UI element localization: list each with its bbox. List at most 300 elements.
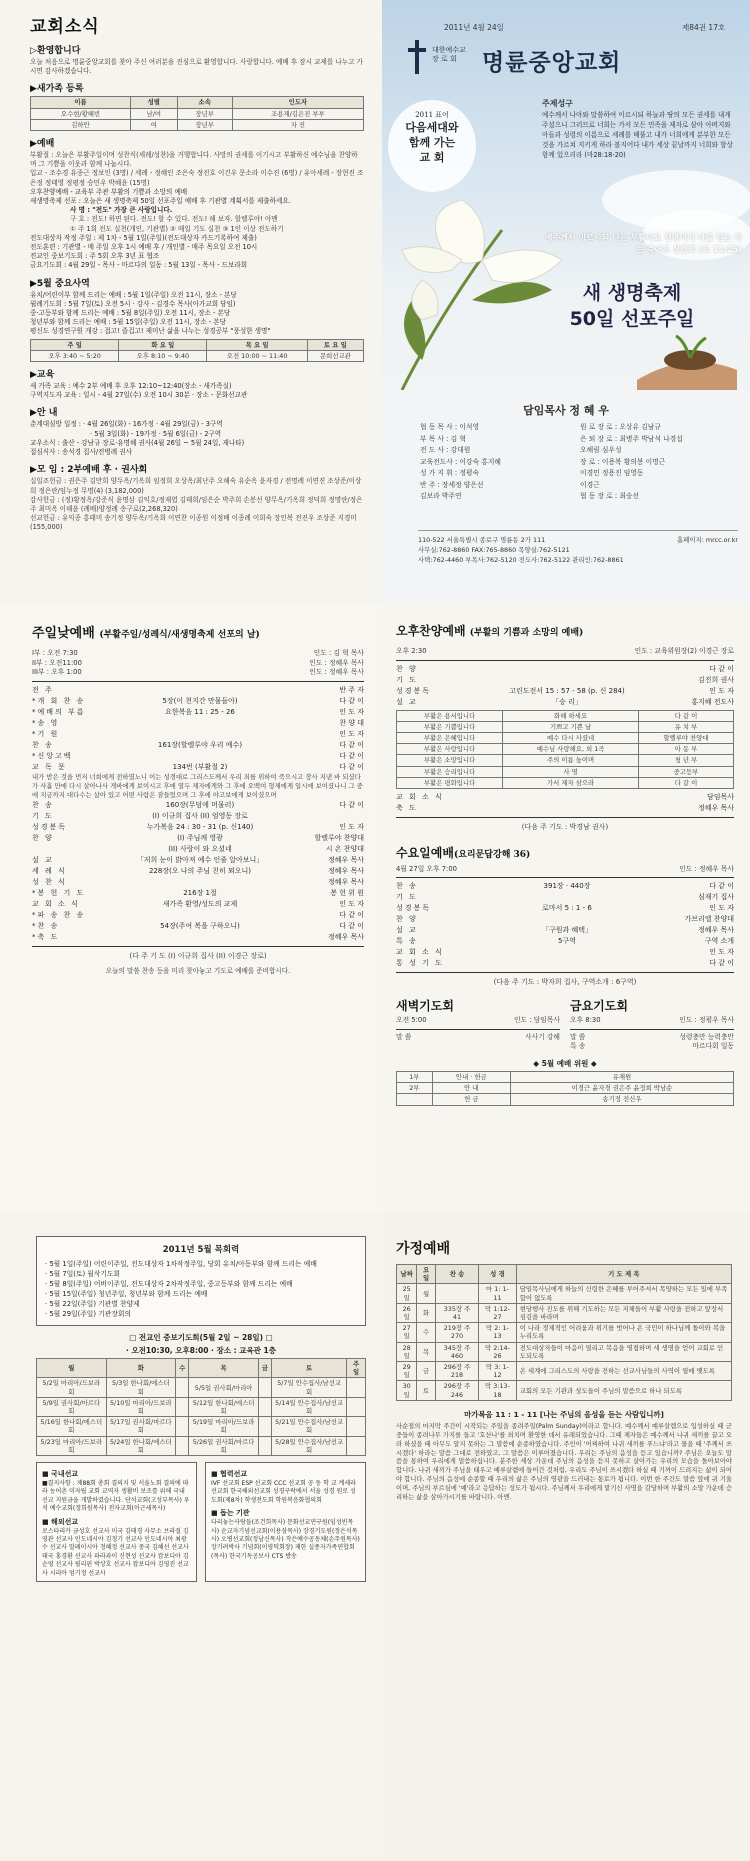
list-item: 유치/어린이부 함께 드리는 예배 : 5월 1일(주일) 오전 11시, 장소 - 본당 (30, 290, 237, 299)
order-content: 「구원과 혜택」 (541, 926, 593, 935)
staff-cell: 협 동 장 로 : 최숭선 (580, 492, 640, 500)
list-item: · 5월 15일(주일) 청년주일, 청년부와 함께 드리는 예배 (45, 1290, 208, 1298)
newcomer-cell: 오수현/황혜빈 (31, 108, 131, 119)
phone-line: 사무실:762-8860 FAX:765-8860 목양실:762-5121 (418, 546, 570, 554)
newcomer-cell: 자 진 (232, 119, 363, 130)
class-table (30, 339, 364, 362)
list-item: · 5월 3일(화) - 19가정 · 5월 6일(금) - 2구역 (90, 429, 222, 438)
homepage: 홈페이지: mrcc.or.kr (677, 536, 738, 544)
order-person: 다 같 이 (339, 910, 364, 919)
order-label: 찬 송 (32, 800, 54, 809)
calendar-cell: 5/7일 안수집사/남선교회 (272, 1378, 347, 1397)
staff-cell: 교육전도사 : 이강숙 홍지혜 (420, 457, 501, 466)
class-cell: 문희선교관 (307, 350, 363, 361)
newcomer-cell: 장년부 (177, 108, 232, 119)
order-row (396, 686, 734, 697)
home-cell: 화 (417, 1303, 435, 1322)
friday-title: 금요기도회 (570, 999, 628, 1014)
calendar-cell (347, 1397, 366, 1416)
order-row (32, 833, 364, 844)
divider (396, 660, 734, 661)
table-row (397, 1323, 732, 1342)
order-person: 다 같 이 (339, 762, 364, 771)
home-cell: 전도대상자들이 마음이 열리고 복음을 영접하며 새 생명을 얻어 교회로 인도되도록 (516, 1342, 731, 1361)
home-cell: 29일 (397, 1362, 417, 1381)
order-person: 다 같 이 (339, 696, 364, 705)
cover-panel (382, 0, 750, 604)
new-life-text: 새생명축제 선포 : 오늘은 새 생명축제 50일 선포주일 예배 후 기관별 계획서를 제출하세요. (30, 197, 291, 206)
calendar-cell: 5/10일 마리아/드보라회 (106, 1397, 176, 1416)
friday-word-value: 성령충만 능력충만 (679, 1032, 734, 1041)
events-heading: ▶5월 중요사역 (30, 278, 90, 289)
order-row (32, 822, 364, 833)
home-cell: 막 3: 1-12 (479, 1362, 517, 1381)
home-cell: 28일 (397, 1342, 417, 1361)
ministry-calendar (36, 1236, 366, 1326)
overseas-heading: ■ 해외선교 (42, 1517, 79, 1526)
rules-text: ① 주 1회 전도 실천(개인, 기관별) ② 매일 기도 실천 ③ 1인 이상 전도하기 (70, 224, 284, 233)
staff-cell: 이경민 정용진 임영동 (580, 469, 644, 477)
confession-text: 내가 받은 것을 먼저 너희에게 전하였노니 이는 성경대로 그리스도께서 우리 죄를 위하여 죽으시고 장사 지낸 바 되셨다가 사흘 만에 다시 살아나사 게바에게 보이시고 후에 열두 제자에게와 그 후에 오백여 형제에게 일시에 보이셨나니 그 중에 지금까지 대다수는 살아 있고 어떤 사람은 잠들었으며 그 후에 야고보에게 보이셨으며 (32, 772, 363, 799)
order-row (32, 729, 364, 740)
praise-cell: 다 같 이 (639, 710, 734, 721)
table-row (397, 721, 734, 732)
divider (396, 877, 734, 878)
praise-cell: 화해 하세요 (503, 710, 639, 721)
table-row (397, 1303, 732, 1322)
calendar-cell: 5/23일 마리아/드보라회 (37, 1436, 107, 1455)
calendar-cell: 5/9일 권사회/마르다회 (37, 1397, 107, 1416)
order-row (32, 811, 364, 822)
evening-subtitle: (부활의 기쁨과 소망의 예배) (469, 628, 584, 638)
service-leader: 인도 : 정혜우 목사 (309, 658, 364, 667)
evening-next-prayer: (다음 주 기도 : 박경남 권사) (521, 822, 609, 831)
order-person: 다 같 이 (709, 882, 734, 891)
order-content (96, 751, 304, 762)
newcomer-table (30, 96, 364, 131)
staff-cell: 은 퇴 장 로 : 최병주 박남석 나경섭 (580, 434, 683, 443)
order-row (396, 958, 734, 969)
list-item: 청년부와 함께 드리는 예배 : 5월 15일(주일) 오전 11시, 장소 - 본당 (30, 318, 227, 327)
table-row (397, 744, 734, 755)
mission-offering-text: 선교헌금 : 유익종 홍태미 송기정 양두옥/기옥희 이연찬 이종원 이정배 이종례 이희숙 장인복 전진우 조상준 지경미 (155,000) (30, 514, 357, 532)
praise-cell: 기쁘고 기쁜 날 (503, 721, 639, 732)
overseas-text: 로스타리카 금성호 선교사 미국 김태경 사무소 브라질 김영관 선교사 인도네시아 김정기 선교사 인도네시아 최광수 선교사 말레이시아 정혜정 선교사 중국 김혜선 선교사 태국 홍경환 선교사 파라과이 신현성 선교사 캄보디아 김순영 선교사 필리핀 박상호 선교사 캄보디아 김영진 선교사 시리아 엄기정 선교사 (42, 1527, 189, 1577)
evening-leader: 인도 : 교육위원장(2) 이경근 장로 (634, 647, 734, 655)
table-row (397, 1284, 732, 1303)
home-cell (435, 1284, 478, 1303)
order-content: (II) 사랑이 와 오셨네 (168, 844, 232, 853)
praise-cell: 사 명 (503, 766, 639, 777)
order-person: 심재기 집사 (697, 893, 734, 902)
service-row (32, 668, 364, 678)
home-cell: 막 1:12-27 (479, 1303, 517, 1322)
usher-cell: 안내 · 헌금 (432, 1071, 510, 1082)
calendar-cell: 5/12일 한나회/에스더회 (189, 1397, 259, 1416)
dawn-head (396, 1016, 560, 1026)
dawn-time: 오전 5:00 (396, 1016, 427, 1025)
order-label: *송 영 (32, 718, 60, 727)
order-person: 인 도 자 (709, 686, 734, 695)
hands-sprout-icon (632, 330, 742, 390)
list-item (420, 480, 740, 492)
order-content: 5구역 (558, 937, 576, 946)
order-label: 설 교 (32, 855, 54, 864)
home-cell: 월 (417, 1284, 435, 1303)
order-content (96, 685, 304, 696)
calendar-cell: 5/3일 한나회/에스더회 (106, 1378, 176, 1397)
address-block (418, 530, 738, 565)
order-content: 5장(이 천지간 만물들아) (162, 696, 238, 705)
table-row (397, 1083, 734, 1094)
calendar-day-header: 목 (189, 1359, 259, 1378)
home-cell: 30일 (397, 1381, 417, 1400)
class-cell: 오후 3:40 ~ 5:20 (31, 350, 119, 361)
calendar-cell: 5/14일 안수집사/남선교회 (272, 1397, 347, 1416)
order-person: 다 같 이 (339, 800, 364, 809)
calendar-cell: 5/26일 권사회/마르다회 (189, 1436, 259, 1455)
order-content (460, 958, 674, 969)
praise-table (396, 710, 734, 789)
wednesday-subtitle: (요리문답강해 36) (453, 849, 531, 860)
calendar-cell (176, 1378, 189, 1397)
order-label (32, 844, 96, 855)
calendar-cell: 5/17일 권사회/마르다회 (106, 1417, 176, 1436)
home-worship-panel (382, 1212, 750, 1861)
wednesday-title-text: 수요일예배 (396, 845, 454, 860)
list-item: · 5월 8일(주일) 어버이주일, 전도대상자 2차작정주일, 중고등부와 함께 드리는 예배 (45, 1280, 293, 1288)
staff-cell: 이경근 (580, 480, 600, 489)
friday-special-value: 마르다회 일동 (692, 1042, 734, 1051)
column-text: 사순절의 마지막 주간이 시작되는 주일을 종려주일(Palm Sunday)이라고 합니다. 예수께서 예루살렘으로 입성하실 때 군중들이 종려나무 가지를 들고 '호산나'를 외치며 환영한 데서 유래되었습니다. 그때 제자들은 예수께서 나귀 새끼를 끌고 오라 하셨을 때 아무도 알지 못하는 그 말씀에 순종하였습니다. 주인이 '어찌하여 나귀 새끼를 푸느냐'라고 물을 때 '주께서 쓰시겠다' 하라는 말씀 그대로 전하였고, 그 말씀은 이루어졌습니다. 우리는 주님의 음성을 듣고 있습니까? 주님은 오늘도 말씀을 통하여 우리에게 말씀하십니다. 분주한 세상 가운데 주님의 음성을 듣지 못하고 살아가는 우리의 모습을 돌아보아야 합니다. 나귀 새끼가 주님을 태우고 예루살렘에 들어간 것처럼, 우리도 주님이 쓰시겠다 하실 때 기꺼이 드려지는 삶이 되어야 합니다. 주님의 음성에 순종할 때 우리의 삶은 주님의 영광을 드러내는 통로가 됩니다. 이번 한 주간도 말씀 앞에 귀 기울이며, 주님의 부르심에 '예'라고 응답하는 성도가 됩시다. 주님께서 우리에게 맡기신 사명을 감당하며 부활의 소망 가운데 승리하는 삶을 살아가시기를 바랍니다. 아멘. (396, 1422, 732, 1502)
mission-left (36, 1462, 197, 1582)
order-row (396, 914, 734, 925)
calendar-cell (258, 1436, 271, 1455)
praise-cell: 부활은 기쁨입니다 (397, 721, 503, 732)
notice-heading: ▶안 내 (30, 408, 58, 419)
home-cell: 목 (417, 1342, 435, 1361)
order-row (32, 751, 364, 762)
prayer-meetings (396, 991, 734, 1052)
staff-cell: 부 목 사 : 김 혁 (420, 434, 466, 443)
order-label: 축 도 (396, 803, 418, 812)
service-leader: 인도 : 김 혁 목사 (313, 649, 364, 657)
order-content: 요한복음 11 : 25 - 26 (165, 707, 235, 716)
newcomer-col-gender: 성별 (131, 97, 178, 108)
table-row (397, 777, 734, 788)
newcomer-cell: 장년부 (177, 119, 232, 130)
dawn-word (396, 1033, 560, 1043)
mission-boxes (36, 1462, 366, 1582)
staff-cell: 장 로 : 이용복 황의봉 이명근 (580, 457, 666, 466)
order-label: 찬 송 (396, 882, 418, 891)
org-heading: ■ 돕는 기관 (211, 1509, 250, 1518)
order-row (32, 855, 364, 866)
order-label: 성경봉독 (396, 904, 432, 913)
festival-title (532, 280, 732, 332)
order-person: 봉 헌 위 원 (330, 888, 364, 897)
order-person: 정혜우 목사 (697, 926, 734, 935)
order-person: 다 같 이 (339, 751, 364, 760)
order-content: (I) 주님께 영광 (177, 833, 223, 842)
order-label: 찬 양 (396, 915, 418, 924)
order-label: *예배의 부름 (32, 707, 86, 716)
domestic-text: ■결지사항 : 제88회 총회 결의지 및 서울노회 결의에 따라 농어촌 미자립 교회 교역자 생활비 보조를 위해 국내 선교 지원금을 개발하였습니다. 단석교회(고성부목사) 우석 예수교회(정희원목사) 전자교회(이근세목사) (42, 1480, 190, 1513)
order-label: 성 찬 식 (32, 877, 67, 886)
friday-special (570, 1042, 734, 1052)
order-person: 정혜우 목사 (327, 932, 364, 941)
order-label: 찬 양 (32, 833, 54, 842)
worship-heading: ▶예배 (30, 139, 55, 150)
issue-number: 제84권 17호 (682, 23, 726, 32)
order-content (460, 892, 674, 903)
denomination: 대한예수교 장 로 회 (432, 46, 466, 63)
order-content: (I) 이규희 집사 (II) 엄영동 장로 (152, 811, 248, 820)
praise-cell: 부활은 평화입니다 (397, 777, 503, 788)
wednesday-time: 4월 27일 오후 7:00 (396, 864, 457, 873)
table-row (37, 1397, 366, 1416)
table-row (397, 1071, 734, 1082)
order-label: 설 교 (396, 926, 418, 935)
intercession-calendar (36, 1358, 366, 1456)
service-time: II부 : 오전11:00 (32, 658, 82, 667)
sunday-order-list (32, 685, 364, 773)
table-row (31, 108, 364, 119)
motto-line: 교 회 (419, 151, 445, 164)
praise-cell: 부활은 은혜입니다 (397, 732, 503, 743)
order-person: 인 도 자 (339, 729, 364, 738)
friday-word-label: 말 씀 (570, 1032, 586, 1041)
newcomer-cell: 여 (131, 119, 178, 130)
list-item: · 5월 1일(주일) 어린이주일, 전도대상자 1차작정주일, 당회 유치/아동부와 함께 드리는 예배 (45, 1260, 317, 1268)
praise-cell: 가서 제자 삼으라 (503, 777, 639, 788)
calendar-cell (347, 1378, 366, 1397)
senior-pastor: 담임목사 정 혜 우 (523, 404, 609, 417)
praise-cell: 부활은 승리입니다 (397, 766, 503, 777)
praise-cell: 청 년 부 (639, 755, 734, 766)
thanks-text: 감사헌금 : (정)황정옥/강준식 윤명삼 김익호/정재엽 김태희/임은순 박주희 손봉선 양무옥/기옥희 정덕희 정명란/정은주 최미옥 이해윤 (례배)양정례 송구로(2,268,320) (30, 495, 363, 513)
list-item (420, 491, 740, 503)
praise-cell: 예수님 사랑해요, 외 1곡 (503, 744, 639, 755)
calendar-header (37, 1359, 366, 1378)
church-name: 명륜중앙교회 (482, 49, 622, 76)
home-cell: 335장 주 41 (435, 1303, 478, 1322)
table-row (397, 1362, 732, 1381)
may-calendar-panel (0, 1212, 382, 1861)
home-col-header: 요일 (417, 1265, 435, 1284)
calendar-cell (347, 1417, 366, 1436)
table-row (397, 710, 734, 721)
home-cell: 담임목사님에게 하늘의 신령한 은혜를 부어주셔서 목양하는 모든 일에 부족함이 없도록 (516, 1284, 731, 1303)
may-title: 2011년 5월 목회력 (162, 1245, 240, 1255)
order-content: 새가족 환영/성도의 교제 (162, 899, 238, 908)
evening-time: 오후 2:30 (396, 647, 427, 655)
cross-logo-icon (406, 40, 428, 74)
order-row (396, 792, 734, 803)
calendar-cell: 5/24일 한나회/에스더회 (106, 1436, 176, 1455)
dawn-prayer (396, 991, 560, 1052)
home-cell: 219장 주 270 (435, 1323, 478, 1342)
order-row (396, 936, 734, 947)
order-label: 설 교 (396, 697, 418, 706)
friday-prayer (570, 991, 734, 1052)
praise-cell: 중고등부 (639, 766, 734, 777)
dawn-title: 새벽기도회 (396, 999, 454, 1014)
dawn-word-value: 사사기 강해 (525, 1032, 560, 1041)
order-row (32, 740, 364, 751)
calendar-cell: 5/28일 안수집사/남선교회 (272, 1436, 347, 1455)
dawn-leader: 인도 : 담임목사 (513, 1016, 560, 1025)
order-person: 다 같 이 (709, 959, 734, 968)
order-content (460, 914, 674, 925)
news-title: 교회소식 (30, 17, 100, 37)
calendar-day-header: 주일 (347, 1359, 366, 1378)
table-row (397, 1381, 732, 1400)
order-row (396, 925, 734, 936)
org-text: 다리놓는사람들(조건희목사) 문화선교연구원(임성빈목사) 순교자기념선교회(이용삼목사) 장경기도원(정은석목사) 오병선교회(정남신목사) 작은예수공동체(손주원목사) 장기려박사 기념회(이영덕회장) 재한 실종자가족연합회(목사) 한국기독공보사 CTS 방송 (211, 1519, 360, 1560)
praise-cell: 예수 다시 사셨네 (503, 732, 639, 743)
calendar-cell: 5/16일 한나회/에스더회 (37, 1417, 107, 1436)
divider (32, 681, 364, 682)
order-person: 구역 소개 (704, 937, 734, 946)
calendar-cell (258, 1397, 271, 1416)
staff-cell: 반 주 : 장세정 양은선 (420, 480, 484, 489)
order-person: 인 도 자 (709, 904, 734, 913)
mission-right (205, 1462, 366, 1582)
usher-cell: 2부 (397, 1083, 433, 1094)
table-row (397, 755, 734, 766)
order-person: 인 도 자 (709, 948, 734, 957)
usher-cell: 안 내 (432, 1083, 510, 1094)
list-item: · 5월 7일(토) 월삭기도회 (45, 1270, 121, 1278)
list-item: 춘계대심방 일정 : · 4월 26일(화) - 16가정 · 4월 29일(금) - 3구역 (30, 420, 223, 429)
evening-worship-panel (382, 604, 750, 1212)
home-col-header: 기 도 제 목 (516, 1265, 731, 1284)
order-person: 정혜우 목사 (327, 866, 364, 875)
order-content (460, 792, 674, 803)
list-item: 평신도 성경연구원 개강 : 접고! 즐겁고! 재미난 삶을 나누는 성경공부 "풍성한 생명" (30, 327, 271, 336)
table-row (397, 1342, 732, 1361)
order-label: 기 도 (32, 811, 54, 820)
order-content (96, 910, 304, 921)
order-label: *개 회 찬 송 (32, 696, 86, 705)
usher-title: ◆ 5월 예배 위원 ◆ (533, 1058, 597, 1068)
order-content (460, 664, 674, 675)
home-cell: 토 (417, 1381, 435, 1400)
order-content: 391장 · 440장 (543, 882, 591, 891)
order-person: 찬 양 대 (339, 718, 364, 727)
class-col: 주 일 (31, 339, 119, 350)
order-row (32, 910, 364, 921)
order-label: *봉 헌 기 도 (32, 888, 86, 897)
usher-cell: 유재원 (510, 1071, 733, 1082)
order-person: 다 같 이 (339, 921, 364, 930)
service-row (32, 659, 364, 669)
order-label: 성경봉독 (396, 686, 432, 695)
calendar-cell: 5/5일 권사회/마리아 (189, 1378, 259, 1397)
column-title: 마가복음 11 : 1 - 11 [나는 주님의 음성을 듣는 사람입니까] (464, 1409, 664, 1419)
list-item: 월례기도회 : 5월 7일(토) 오전 5시 · 강사 - 김경수 목사(아가교회 담임) (30, 299, 236, 308)
rehearsal-text: 전교인 중보기도회 : 주 5회 오후 3년 표 협조 (30, 252, 160, 261)
order-row (32, 921, 364, 932)
order-person: 정혜우 목사 (697, 803, 734, 812)
home-cell: 296장 주 218 (435, 1362, 478, 1381)
issue-date: 2011년 4월 24일 (444, 23, 504, 32)
order-row (32, 707, 364, 718)
sunday-title (32, 622, 364, 641)
domestic-heading: ■ 국내선교 (42, 1470, 79, 1479)
order-row (32, 800, 364, 811)
sunday-title-text: 주일낮예배 (32, 626, 95, 641)
order-person: 정혜우 목사 (327, 855, 364, 864)
order-person: 다 같 이 (709, 664, 734, 673)
staff-cell: 오해림 심우성 (580, 446, 622, 454)
easter-text: 부활절 : 오늘은 부활주일이며 성찬식(세례/성찬)을 거행합니다. 사망의 권세를 이기시고 부활하신 예수님을 찬양하며 그 기쁨을 이웃과 함께 나눕시다. (30, 151, 358, 169)
newcomer-cell: 조용재/김은진 부부 (232, 108, 363, 119)
home-cell: 26일 (397, 1303, 417, 1322)
usher-table (396, 1071, 734, 1106)
address: 110-522 서울특별시 종로구 명륜동 2가 111 (418, 536, 546, 544)
usher-cell: 송기정 전신우 (510, 1094, 733, 1105)
list-item (420, 468, 740, 480)
service-row (32, 649, 364, 659)
newcomer-col-name: 이름 (31, 97, 131, 108)
evening-order-list (396, 664, 734, 708)
order-label: *신앙고백 (32, 751, 73, 760)
calendar-day-header: 금 (258, 1359, 271, 1378)
order-content: 「저희 눈이 밝아져 예수 인줄 알아보니」 (136, 855, 264, 864)
calendar-day-header: 화 (106, 1359, 176, 1378)
order-row (396, 881, 734, 892)
sunday-order-list-2 (32, 800, 364, 943)
order-label: 성경봉독 (32, 822, 68, 831)
divider (396, 1029, 560, 1030)
order-person: 다 같 이 (339, 740, 364, 749)
resurrection-verse: 예수께서 이르시되 나는 부활이요 생명이니 나를 믿는 자는 죽어도 살겠고 (요 11:25) (544, 233, 742, 254)
order-person: 홍지혜 전도사 (691, 697, 734, 706)
order-person: 인 도 자 (339, 899, 364, 908)
motto-line: 다음세대와 (405, 121, 459, 134)
staff-cell: 협 동 목 사 : 이석영 (420, 423, 480, 431)
table-row (397, 1094, 734, 1105)
order-person (304, 811, 364, 822)
order-row (396, 903, 734, 914)
verse-text: 예수께서 나아와 말씀하여 이르시되 하늘과 땅의 모든 권세를 내게 주셨으니 그러므로 너희는 가서 모든 민족을 제자로 삼아 아버지와 아들과 성령의 이름으로 세례를 베풀고 내가 너희에게 분부한 모든 것을 가르쳐 지키게 하라 볼지어다 내가 세상 끝날까지 너희와 항상 함께 있으리라 (마28:18-20) (542, 111, 733, 159)
home-col-header: 날짜 (397, 1265, 417, 1284)
motto-circle (388, 100, 476, 192)
order-row (396, 697, 734, 708)
divider (396, 972, 734, 973)
newcomer-cell: 남/여 (131, 108, 178, 119)
order-content: 고린도전서 15 : 57 - 58 (p. 신 284) (509, 686, 625, 695)
order-person: 시 온 찬양대 (325, 844, 364, 853)
address-line (418, 535, 738, 545)
order-label: *찬 송 (32, 921, 60, 930)
friday-head (570, 1016, 734, 1026)
order-row (32, 866, 364, 877)
list-item: 중·고등부와 함께 드리는 예배 : 5월 8일(주일) 오전 11시, 장소 - 본당 (30, 309, 231, 318)
service-time: III부 : 오후 1:00 (32, 668, 82, 676)
praise-cell: 주의 이름 높이며 (503, 755, 639, 766)
friday-word (570, 1033, 734, 1043)
order-row (396, 947, 734, 958)
home-header (397, 1265, 732, 1284)
order-label: *기 원 (32, 729, 60, 738)
calendar-cell (176, 1397, 189, 1416)
friday-leader: 인도 : 정평우 목사 (679, 1016, 734, 1025)
list-item (420, 434, 740, 446)
home-title: 가정예배 (396, 1241, 451, 1257)
